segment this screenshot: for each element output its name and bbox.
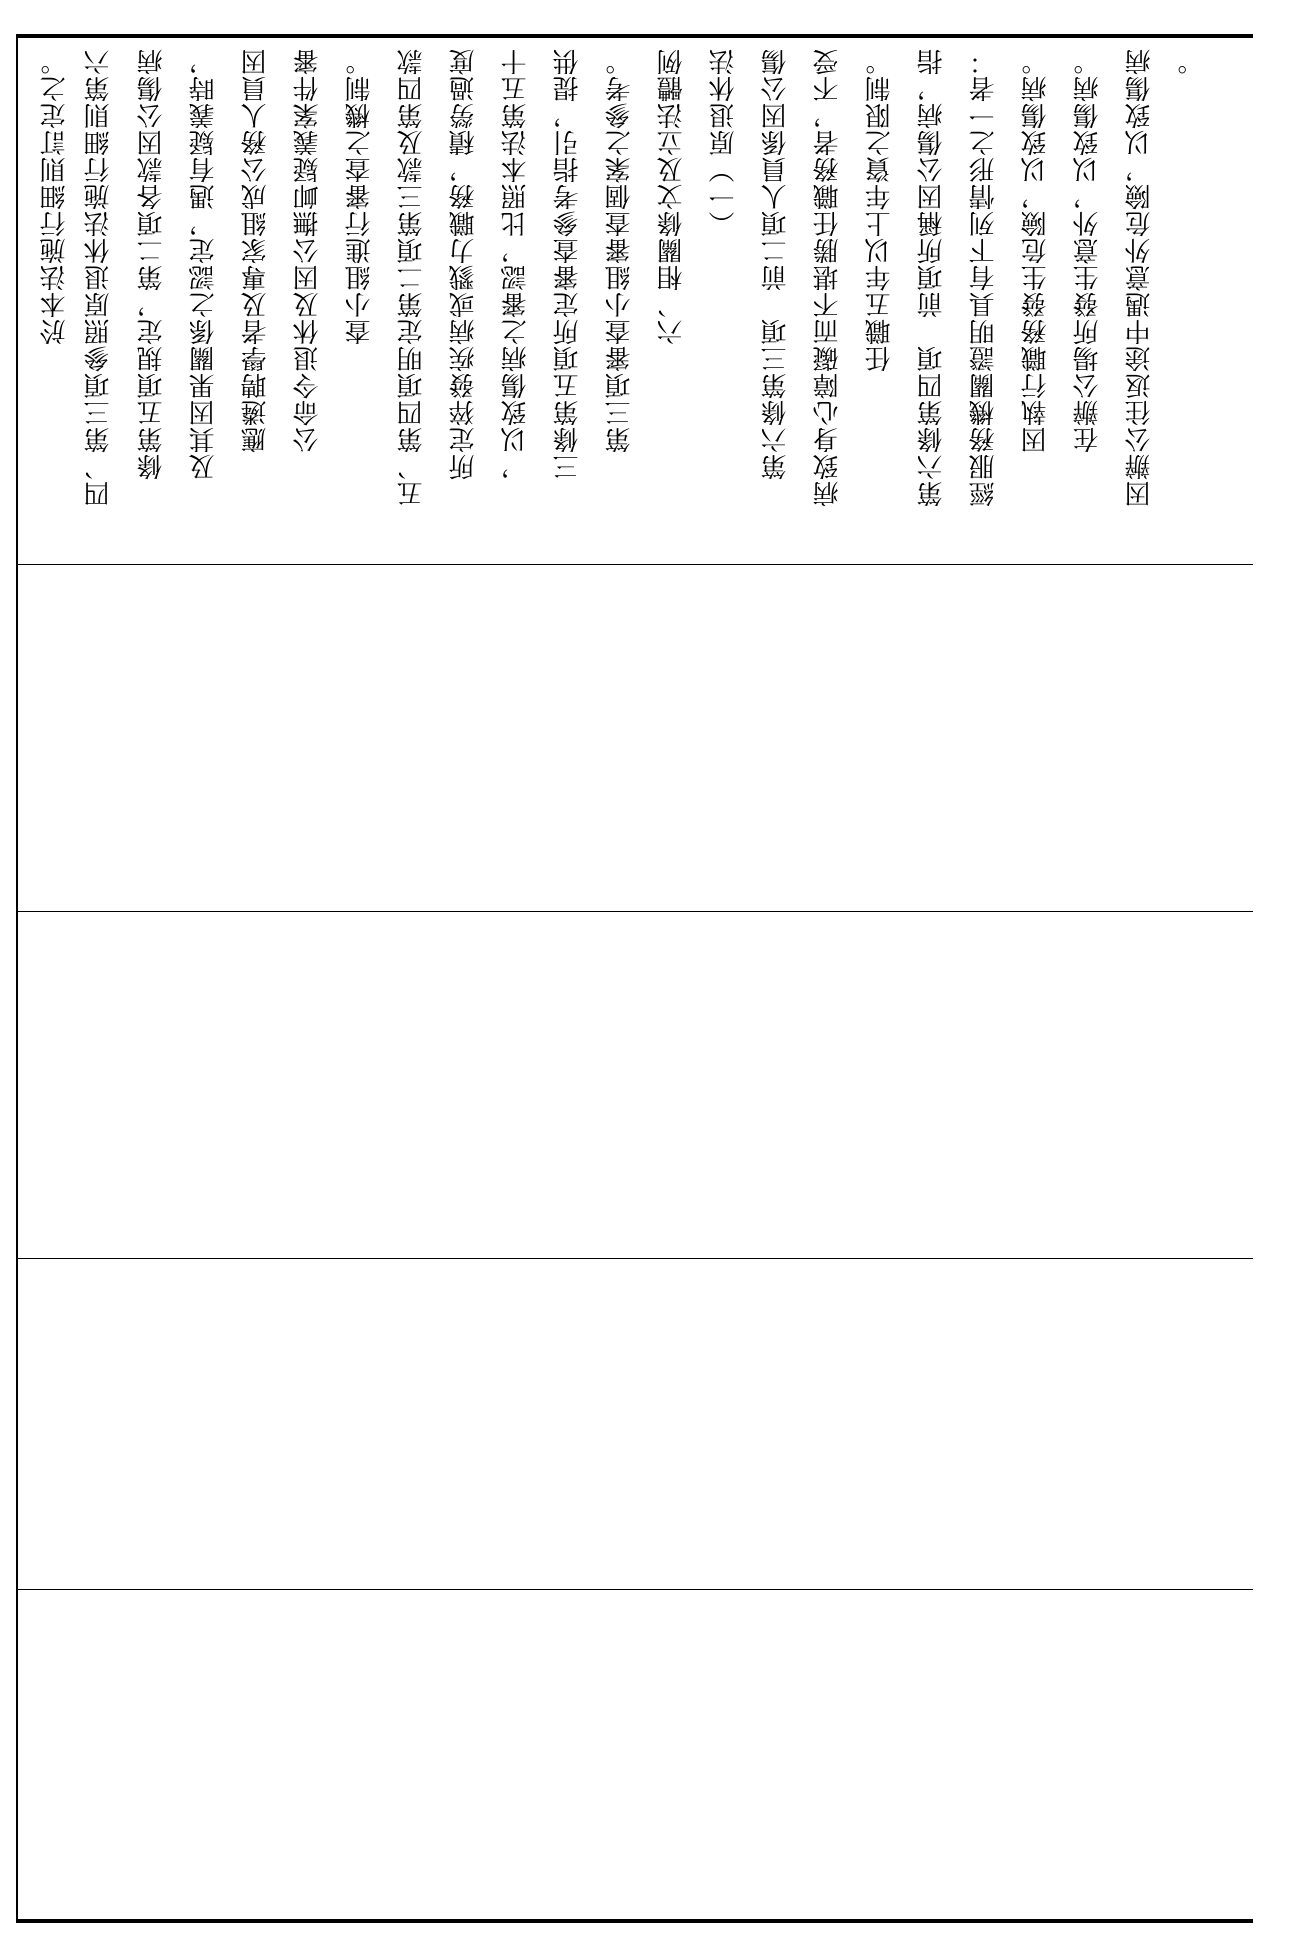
text-line: 六、相關條文及立法體例	[657, 48, 687, 345]
text-line: 因執行職務發生危險，以致傷病。	[1021, 48, 1051, 453]
text-line: 三條第五項所定審查參考指引，提供	[553, 48, 583, 480]
text-line: ，以致傷病之審認，比照本法第五十	[501, 48, 531, 480]
row-divider	[18, 911, 1253, 912]
explanation-cell	[18, 38, 1253, 560]
text-line: 病致身心障礙而不堪勝任職務者，不受	[813, 48, 843, 507]
table-bottom-rule	[18, 1919, 1253, 1923]
text-line: 條第五項規定，第二項各款因公傷病	[137, 48, 167, 480]
text-line: 任職五年以上年資之限制。	[865, 48, 895, 372]
text-line: 經服務機關證明具有下列情形之一者：	[969, 48, 999, 507]
text-line: 第六條第三項 前二項人員係因公傷	[761, 48, 791, 480]
text-line: 。	[1177, 48, 1207, 75]
text-line: 及其因果關係之認定，遇有疑義時，	[189, 48, 219, 480]
text-line: 應遴聘學者及專家組成公務人員因	[241, 48, 271, 453]
row-divider	[18, 1589, 1253, 1590]
text-line: （一）原退休法	[709, 48, 739, 237]
text-line: 所定猝發疾病或戮力職務，積勞過度	[449, 48, 479, 480]
text-line: 在辦公場所發生意外，以致傷病。	[1073, 48, 1103, 453]
text-line: 四、第三項參照原退休法施行細則第六	[84, 48, 114, 507]
text-line: 第六條第四項 前項所稱因公傷病，指	[917, 48, 947, 507]
text-line: 因辦公往返途中遇意外危險，以致傷病	[1125, 48, 1155, 507]
document-table	[16, 34, 1253, 1923]
text-line: 第三項審查小組審查個案之參考。	[605, 48, 635, 453]
row-divider	[18, 1258, 1253, 1259]
text-line: 於本法施行細則訂定之。	[40, 48, 70, 345]
text-line: 五、第四項明定第二項第三款及第四款	[397, 48, 427, 507]
text-line: 公命令退休及因公撫卹疑義案件審	[293, 48, 323, 453]
text-line: 查小組進行審查之機制。	[345, 48, 375, 345]
row-divider	[18, 564, 1253, 565]
